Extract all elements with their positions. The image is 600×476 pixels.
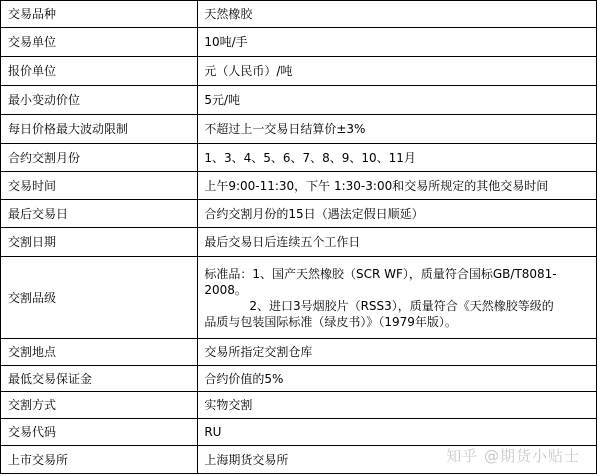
table-row bbox=[1, 86, 597, 115]
table-row bbox=[1, 200, 597, 228]
row-value bbox=[198, 257, 597, 339]
table-row bbox=[1, 115, 597, 144]
row-value: 元（人民币）/吨 bbox=[198, 57, 597, 86]
table-row bbox=[1, 1, 597, 28]
row-label: 合约交割月份 bbox=[1, 144, 198, 172]
grade-line: 品质与包装国际标准（绿皮书）》（1979年版）。 bbox=[204, 314, 457, 329]
row-label: 交易单位 bbox=[1, 28, 198, 57]
row-label: 交易代码 bbox=[1, 419, 198, 446]
row-value: 上午9:00-11:30，下午 1:30-3:00和交易所规定的其他交易时间 bbox=[198, 172, 597, 200]
row-label: 交割地点 bbox=[1, 339, 198, 366]
row-label: 交易时间 bbox=[1, 172, 198, 200]
row-label: 交易品种 bbox=[1, 1, 198, 28]
row-label: 报价单位 bbox=[1, 57, 198, 86]
row-value: RU bbox=[198, 419, 597, 446]
table-row bbox=[1, 228, 597, 257]
row-label: 最低交易保证金 bbox=[1, 366, 198, 392]
watermark: 知乎 @期货小贴士 bbox=[446, 447, 580, 465]
row-label: 最后交易日 bbox=[1, 200, 198, 228]
table-row bbox=[1, 172, 597, 200]
table-row bbox=[1, 392, 597, 419]
row-value: 最后交易日后连续五个工作日 bbox=[198, 228, 597, 257]
row-value: 实物交割 bbox=[198, 392, 597, 419]
table-row bbox=[1, 366, 597, 392]
table-row bbox=[1, 257, 597, 339]
table-row bbox=[1, 339, 597, 366]
row-label: 上市交易所 bbox=[1, 446, 198, 474]
row-value: 交易所指定交割仓库 bbox=[198, 339, 597, 366]
row-label: 交割日期 bbox=[1, 228, 198, 257]
grade-line: 标准品：1、国产天然橡胶（SCR WF），质量符合国标GB/T8081- bbox=[204, 266, 557, 281]
row-label: 最小变动价位 bbox=[1, 86, 198, 115]
row-label: 交割品级 bbox=[1, 257, 198, 339]
table-row bbox=[1, 419, 597, 446]
row-value: 5元/吨 bbox=[198, 86, 597, 115]
row-value: 不超过上一交易日结算价±3% bbox=[198, 115, 597, 144]
row-value: 天然橡胶 bbox=[198, 1, 597, 28]
table-row bbox=[1, 144, 597, 172]
row-value: 1、3、4、5、6、7、8、9、10、11月 bbox=[198, 144, 597, 172]
row-value: 10吨/手 bbox=[198, 28, 597, 57]
row-value: 合约交割月份的15日（遇法定假日顺延） bbox=[198, 200, 597, 228]
table-row bbox=[1, 57, 597, 86]
grade-line: 2008。 bbox=[204, 282, 247, 297]
grade-line: 2、进口3号烟胶片（RSS3），质量符合《天然橡胶等级的 bbox=[249, 298, 554, 313]
row-value: 合约价值的5% bbox=[198, 366, 597, 392]
row-value: 上海期货交易所 bbox=[198, 446, 597, 474]
row-label: 交割方式 bbox=[1, 392, 198, 419]
table-row bbox=[1, 28, 597, 57]
row-label: 每日价格最大波动限制 bbox=[1, 115, 198, 144]
